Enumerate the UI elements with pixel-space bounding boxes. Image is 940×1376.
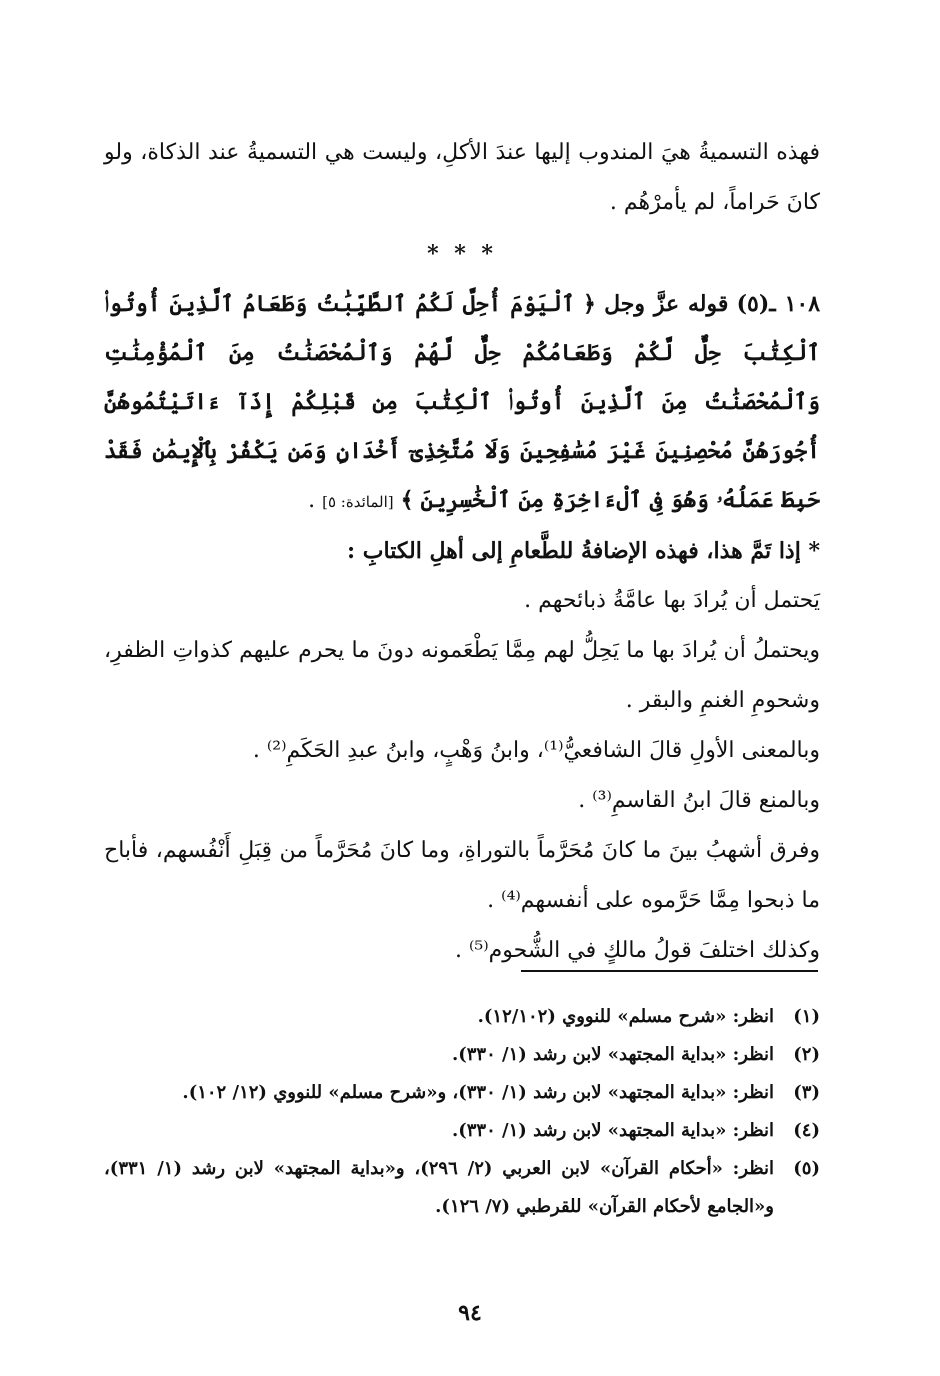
paragraph: ويحتملُ أن يُرادَ بها ما يَحِلُّ لهم مِمَّا يَطْعَمونه دونَ ما يحرم عليهم كذواتِ الظفرِ، وشحومِ الغنمِ والبقر . (104, 638, 820, 713)
verse-end: . (308, 488, 316, 513)
footnote-text: انظر: «بداية المجتهد» لابن رشد (١/ ٣٣٠)، و«شرح مسلم» للنووي (١٢/ ١٠٢). (182, 1082, 774, 1103)
verse-reference: [المائدة: ٥] (322, 493, 394, 511)
footnote-number: (٥) (793, 1158, 820, 1179)
paragraph: وفرق أشهبُ بينَ ما كانَ مُحَرَّماً بالتوراةِ، وما كانَ مُحَرَّماً من قِبَلِ أَنْفُسهم، فأباح ما ذبحوا مِمَّا حَرَّموه على أنفسهم⁽⁴⁾ . (104, 838, 820, 913)
footnote-number: (٤) (793, 1120, 820, 1141)
footnote-number: (٢) (793, 1044, 820, 1065)
footnote (104, 1150, 820, 1226)
footnote-text: انظر: «أحكام القرآن» لابن العربي (٢/ ٢٩٦)، و«بداية المجتهد» لابن رشد (١/ ٣٣١)، و«الجامع لأحكام القرآن» للقرطبي (٧/ ١٢٦). (104, 1158, 775, 1217)
page-number: ٩٤ (458, 1300, 482, 1326)
quran-open-bracket: ﴿ (582, 291, 596, 317)
footnote (104, 1036, 820, 1074)
footnote (104, 1074, 820, 1112)
footnote (104, 998, 820, 1036)
intro-line-2: الذكاة، ولو كانَ حَراماً، لم يأمرْهُم . (104, 140, 820, 215)
intro-paragraph (104, 128, 820, 228)
paragraph: يَحتمل أن يُرادَ بها عامَّةُ ذبائحهم . (524, 588, 820, 613)
paragraph: وكذلك اختلفَ قولُ مالكٍ في الشُّحوم⁽⁵⁾ . (455, 938, 820, 963)
footnote-text: انظر: «بداية المجتهد» لابن رشد (١/ ٣٣٠). (451, 1044, 774, 1065)
footnotes (104, 998, 820, 1226)
paragraph: وبالمعنى الأولِ قالَ الشافعيُّ⁽¹⁾، وابنُ وَهْبٍ، وابنُ عبدِ الحَكَمِ⁽²⁾ . (252, 738, 820, 763)
footnote-text: انظر: «شرح مسلم» للنووي (١٢/١٠٢). (477, 1006, 774, 1027)
verse-number: ١٠٨ ـ(٥) (736, 291, 821, 317)
quran-close-bracket: ﴾ (400, 487, 414, 513)
footnote-number: (١) (793, 1006, 820, 1027)
quran-verse-text: ٱلْيَوْمَ أُحِلَّ لَكُمُ ٱلطَّيِّبَٰتُ وَطَعَامُ ٱلَّذِينَ أُوتُوا۟ ٱلْكِتَٰبَ حِلٌّ لَّكُمْ وَطَعَامُكُمْ حِلٌّ لَّهُمْ وَٱلْمُحْصَنَٰتُ مِنَ ٱلْمُؤْمِنَٰتِ وَٱلْمُحْصَنَٰتُ مِنَ ٱلَّذِينَ أُوتُوا۟ ٱلْكِتَٰبَ مِن قَبْلِكُمْ إِذَآ ءَاتَيْتُمُوهُنَّ أُجُورَهُنَّ مُحْصِنِينَ غَيْرَ مُسَٰفِحِينَ وَلَا مُتَّخِذِىٓ أَخْدَانٍ وَمَن يَكْفُرْ بِٱلْإِيمَٰنِ فَقَدْ حَبِطَ عَمَلُهُۥ وَهُوَ فِى ٱلْءَاخِرَةِ مِنَ ٱلْخَٰسِرِينَ (104, 291, 820, 513)
paragraph: وبالمنع قالَ ابنُ القاسمِ⁽³⁾ . (578, 788, 820, 813)
section-separator: * * * (427, 241, 497, 267)
paragraph: * إذا تَمَّ هذا، فهذه الإضافةُ للطَّعامِ إلى أهلِ الكتابِ : (347, 538, 820, 564)
footnote (104, 1112, 820, 1150)
footnote-text: انظر: «بداية المجتهد» لابن رشد (١/ ٣٣٠). (451, 1120, 774, 1141)
main-text (104, 128, 820, 976)
footnote-number: (٣) (793, 1082, 820, 1103)
intro-line-1: فهذه التسميةُ هيَ المندوب إليها عندَ الأكلِ، وليست هي التسميةُ عند (208, 140, 821, 165)
footnote-separator (521, 970, 818, 972)
verse-intro: قوله عزَّ وجل (604, 291, 729, 317)
verse-block (104, 280, 820, 526)
